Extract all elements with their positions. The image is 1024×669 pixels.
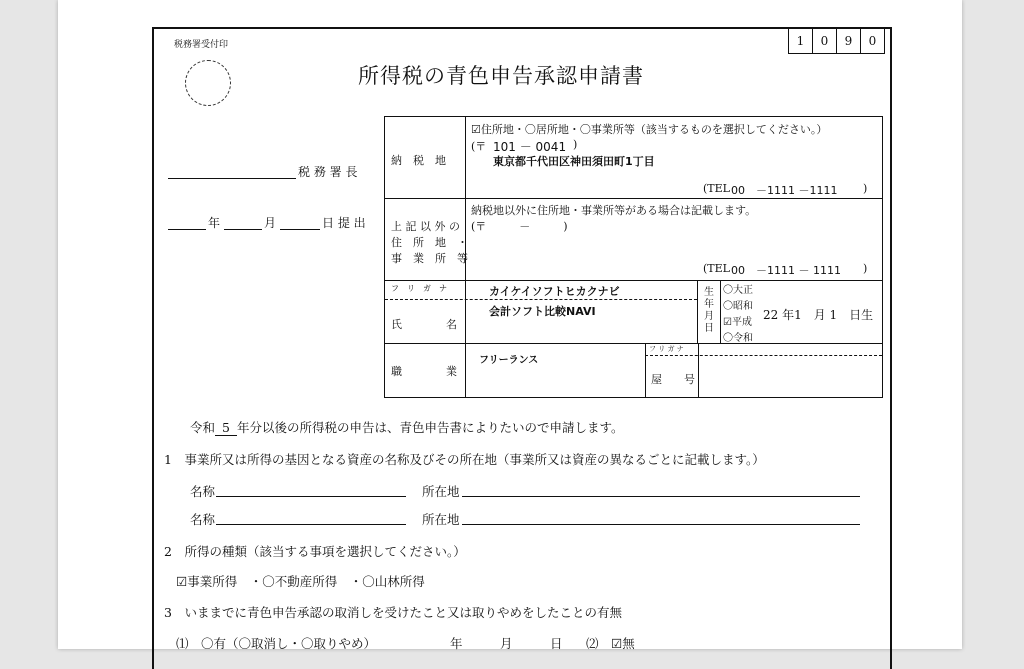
name-label: 氏 名: [391, 318, 457, 331]
birth-date-value[interactable]: 22 年1 月 1 日生: [763, 308, 874, 322]
name-furigana-value[interactable]: カイケイソフトヒカクナビ: [489, 285, 620, 298]
era-reiwa-radio[interactable]: 〇令和: [723, 333, 753, 344]
shop-furigana-label: フ リ ガ ナ: [649, 345, 684, 353]
code-digit: 0: [861, 29, 885, 53]
other-address-note: 納税地以外に住所地・事業所等がある場合は記載します。: [471, 204, 757, 217]
stamp-label: 税務署受付印: [174, 40, 229, 50]
birth-char: 月: [704, 311, 714, 322]
other-address-label: 事 業 所 等: [391, 252, 468, 265]
business-location-label: 所在地: [422, 512, 460, 527]
furigana-divider: [385, 299, 697, 300]
table-divider: [645, 343, 646, 397]
birth-label: [703, 287, 715, 335]
furigana-label: フ リ ガ ナ: [391, 284, 447, 293]
date-day-field[interactable]: [280, 215, 320, 230]
business-name-field[interactable]: [216, 482, 406, 497]
table-divider: [697, 280, 698, 343]
revocation-yes-option[interactable]: ⑴ 〇有（〇取消し・〇取りやめ）: [176, 636, 377, 651]
birth-char: 生: [704, 287, 714, 298]
tel-suffix: ): [863, 262, 868, 275]
tax-place-option[interactable]: ☑住所地・〇居所地・〇事業所等（該当するものを選択してください。）: [471, 123, 828, 136]
revocation-date[interactable]: 年 月 日: [450, 636, 563, 651]
income-type-options[interactable]: ☑事業所得 ・〇不動産所得 ・〇山林所得: [176, 574, 425, 589]
tax-place-label: 納 税 地: [391, 154, 446, 167]
tel-value[interactable]: 00 －1111 － 1111: [731, 264, 841, 277]
era-taisho-radio[interactable]: 〇大正: [723, 285, 753, 296]
date-submit-label: 日 提 出: [322, 216, 366, 230]
job-value[interactable]: フリーランス: [479, 355, 539, 366]
tax-office-field[interactable]: [168, 164, 296, 179]
tel-suffix: ): [863, 182, 868, 195]
tel-value[interactable]: 00 －1111 －1111: [731, 184, 838, 197]
code-digit: 1: [789, 29, 813, 53]
form-code-box: [788, 29, 885, 54]
postal-code[interactable]: 101 － 0041: [493, 140, 567, 154]
table-divider: [385, 280, 882, 281]
table-divider: [385, 343, 882, 344]
postal-prefix: (〒: [471, 140, 487, 153]
code-digit: 9: [837, 29, 861, 53]
other-address-label: 上 記 以 外 の: [391, 220, 460, 233]
form-page: [58, 0, 962, 649]
stamp-circle-icon: [185, 60, 231, 106]
date-month-label: 月: [264, 216, 277, 230]
birth-char: 年: [704, 299, 714, 310]
reiwa-label: 令和: [190, 420, 216, 435]
business-name-label: 名称: [190, 512, 216, 527]
table-divider: [698, 343, 699, 397]
code-digit: 0: [813, 29, 837, 53]
postal-suffix: ): [573, 138, 578, 151]
other-postal[interactable]: (〒 － ): [471, 220, 568, 233]
date-month-field[interactable]: [224, 215, 262, 230]
section-1-heading: 1 事業所又は所得の基因となる資産の名称及びその所在地（事業所又は資産の異なるごとに記載します。）: [164, 452, 765, 467]
date-year-field[interactable]: [168, 215, 206, 230]
revocation-no-option[interactable]: ⑵ ☑無: [586, 636, 635, 651]
shop-furigana-divider: [645, 355, 882, 356]
tel-prefix: (TEL: [703, 182, 730, 195]
date-year-label: 年: [208, 216, 221, 230]
era-heisei-radio[interactable]: ☑平成: [723, 317, 752, 328]
application-statement: [190, 418, 624, 436]
business-location-field[interactable]: [462, 510, 860, 525]
table-divider: [385, 198, 882, 199]
address-value[interactable]: 東京都千代田区神田須田町1丁目: [493, 155, 655, 168]
other-address-label: 住 所 地 ・: [391, 236, 468, 249]
business-location-field[interactable]: [462, 482, 860, 497]
table-divider: [720, 280, 721, 343]
name-value[interactable]: 会計ソフト比較NAVI: [489, 305, 596, 318]
birth-char: 日: [704, 323, 714, 334]
start-year-value[interactable]: 5: [215, 420, 237, 436]
tax-office-suffix: 税 務 署 長: [298, 165, 358, 179]
section-2-heading: 2 所得の種類（該当する事項を選択してください。）: [164, 544, 466, 559]
era-showa-radio[interactable]: 〇昭和: [723, 301, 753, 312]
business-name-field[interactable]: [216, 510, 406, 525]
shop-label: 屋 号: [651, 373, 695, 386]
business-location-label: 所在地: [422, 484, 460, 499]
applicant-info-table: [384, 116, 883, 398]
statement-text: 年分以後の所得税の申告は、青色申告書によりたいので申請します。: [237, 420, 624, 435]
business-name-label: 名称: [190, 484, 216, 499]
form-title: 所得税の青色申告承認申請書: [358, 64, 644, 88]
job-label: 職 業: [391, 365, 457, 378]
tel-prefix: (TEL: [703, 262, 730, 275]
section-3-heading: 3 いままでに青色申告承認の取消しを受けたこと又は取りやめをしたことの有無: [164, 605, 622, 620]
